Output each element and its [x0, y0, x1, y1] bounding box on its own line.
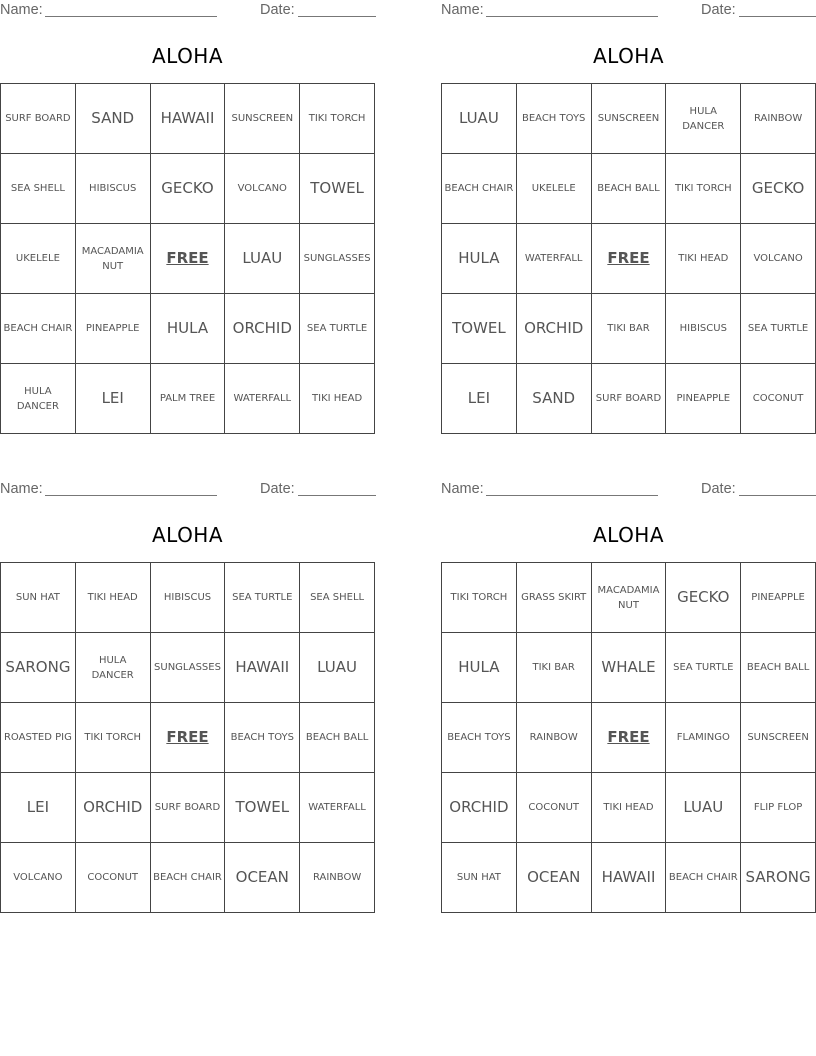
name-field[interactable] — [45, 2, 217, 17]
bingo-cell: PINEAPPLE — [76, 294, 151, 364]
bingo-cell: PINEAPPLE — [741, 563, 816, 633]
bingo-cell: HULA DANCER — [666, 84, 741, 154]
bingo-cell: SUNGLASSES — [151, 633, 226, 703]
bingo-cell: HAWAII — [151, 84, 226, 154]
bingo-cell: SUNSCREEN — [741, 703, 816, 773]
bingo-cell: LUAU — [666, 773, 741, 843]
bingo-cell: LUAU — [225, 224, 300, 294]
bingo-cell: FLIP FLOP — [741, 773, 816, 843]
bingo-cell: LEI — [1, 773, 76, 843]
bingo-cell: TIKI TORCH — [442, 563, 517, 633]
bingo-cell: VOLCANO — [225, 154, 300, 224]
bingo-cell: TOWEL — [300, 154, 375, 224]
bingo-cell: UKELELE — [517, 154, 592, 224]
bingo-cell: SEA SHELL — [1, 154, 76, 224]
card-header-fields — [441, 481, 816, 499]
bingo-cell: WATERFALL — [517, 224, 592, 294]
bingo-cell: SURF BOARD — [151, 773, 226, 843]
bingo-cell: SEA TURTLE — [300, 294, 375, 364]
name-label: Name: — [0, 481, 43, 497]
name-field[interactable] — [486, 481, 658, 496]
bingo-cell: RAINBOW — [517, 703, 592, 773]
bingo-cell: TIKI HEAD — [592, 773, 667, 843]
bingo-cell: SEA SHELL — [300, 563, 375, 633]
date-field[interactable] — [739, 2, 816, 17]
bingo-grid — [0, 83, 375, 434]
bingo-cell: TIKI TORCH — [666, 154, 741, 224]
bingo-cell: MACADAMIA NUT — [76, 224, 151, 294]
bingo-cell: GECKO — [151, 154, 226, 224]
card-title: ALOHA — [151, 44, 224, 68]
bingo-cell: SEA TURTLE — [225, 563, 300, 633]
bingo-cell: HAWAII — [592, 843, 667, 913]
bingo-cell: TIKI BAR — [592, 294, 667, 364]
bingo-cell: TOWEL — [442, 294, 517, 364]
bingo-cell: UKELELE — [1, 224, 76, 294]
bingo-cell: BEACH CHAIR — [1, 294, 76, 364]
date-field[interactable] — [298, 2, 376, 17]
free-space-cell: FREE — [592, 224, 667, 294]
bingo-cell: BEACH BALL — [741, 633, 816, 703]
date-field[interactable] — [298, 481, 376, 496]
bingo-cell: FLAMINGO — [666, 703, 741, 773]
bingo-cell: LEI — [442, 364, 517, 434]
bingo-cell: TIKI HEAD — [666, 224, 741, 294]
bingo-cell: TIKI HEAD — [76, 563, 151, 633]
bingo-cell: ORCHID — [225, 294, 300, 364]
bingo-cell: SUNSCREEN — [225, 84, 300, 154]
bingo-cell: LEI — [76, 364, 151, 434]
name-label: Name: — [0, 2, 43, 18]
bingo-cell: SAND — [76, 84, 151, 154]
bingo-cell: ORCHID — [442, 773, 517, 843]
bingo-cell: GECKO — [741, 154, 816, 224]
bingo-cell: SEA TURTLE — [666, 633, 741, 703]
bingo-cell: VOLCANO — [741, 224, 816, 294]
bingo-cell: VOLCANO — [1, 843, 76, 913]
bingo-card — [0, 479, 375, 919]
bingo-cell: BEACH CHAIR — [666, 843, 741, 913]
bingo-card — [0, 0, 375, 440]
bingo-grid — [441, 562, 816, 913]
bingo-cell: BEACH BALL — [300, 703, 375, 773]
bingo-cell: GECKO — [666, 563, 741, 633]
bingo-cell: WHALE — [592, 633, 667, 703]
bingo-cell: GRASS SKIRT — [517, 563, 592, 633]
bingo-cell: SARONG — [741, 843, 816, 913]
bingo-cell: OCEAN — [517, 843, 592, 913]
bingo-cell: HIBISCUS — [76, 154, 151, 224]
bingo-cell: WATERFALL — [300, 773, 375, 843]
bingo-cell: HULA — [151, 294, 226, 364]
bingo-cell: ORCHID — [517, 294, 592, 364]
bingo-cell: ROASTED PIG — [1, 703, 76, 773]
bingo-cell: HIBISCUS — [666, 294, 741, 364]
bingo-cell: PINEAPPLE — [666, 364, 741, 434]
bingo-cell: ORCHID — [76, 773, 151, 843]
bingo-cell: LUAU — [442, 84, 517, 154]
card-header-fields — [441, 2, 816, 20]
name-field[interactable] — [486, 2, 658, 17]
bingo-cell: COCONUT — [517, 773, 592, 843]
bingo-cell: HULA DANCER — [1, 364, 76, 434]
bingo-cell: BEACH BALL — [592, 154, 667, 224]
bingo-cell: TIKI HEAD — [300, 364, 375, 434]
bingo-cell: HULA — [442, 633, 517, 703]
bingo-cell: SURF BOARD — [592, 364, 667, 434]
name-field[interactable] — [45, 481, 217, 496]
free-space-cell: FREE — [151, 224, 226, 294]
bingo-card — [441, 479, 816, 919]
bingo-cell: SUNGLASSES — [300, 224, 375, 294]
bingo-cell: TOWEL — [225, 773, 300, 843]
bingo-cell: OCEAN — [225, 843, 300, 913]
bingo-cell: BEACH TOYS — [517, 84, 592, 154]
bingo-cell: RAINBOW — [300, 843, 375, 913]
bingo-cell: BEACH TOYS — [225, 703, 300, 773]
bingo-cell: SARONG — [1, 633, 76, 703]
date-label: Date: — [260, 481, 295, 497]
bingo-card — [441, 0, 816, 440]
date-field[interactable] — [739, 481, 816, 496]
bingo-cell: HULA DANCER — [76, 633, 151, 703]
bingo-cell: RAINBOW — [741, 84, 816, 154]
bingo-cell: COCONUT — [741, 364, 816, 434]
bingo-cell: SUN HAT — [1, 563, 76, 633]
free-space-cell: FREE — [151, 703, 226, 773]
bingo-grid — [441, 83, 816, 434]
bingo-cell: TIKI BAR — [517, 633, 592, 703]
bingo-cell: SEA TURTLE — [741, 294, 816, 364]
bingo-cell: HAWAII — [225, 633, 300, 703]
bingo-cell: TIKI TORCH — [300, 84, 375, 154]
bingo-cell: BEACH TOYS — [442, 703, 517, 773]
bingo-cell: SUNSCREEN — [592, 84, 667, 154]
card-header-fields — [0, 481, 375, 499]
name-label: Name: — [441, 2, 484, 18]
bingo-cell: HIBISCUS — [151, 563, 226, 633]
bingo-cell: COCONUT — [76, 843, 151, 913]
name-label: Name: — [441, 481, 484, 497]
bingo-cell: LUAU — [300, 633, 375, 703]
date-label: Date: — [701, 2, 736, 18]
date-label: Date: — [260, 2, 295, 18]
card-title: ALOHA — [592, 523, 665, 547]
bingo-cell: BEACH CHAIR — [442, 154, 517, 224]
bingo-grid — [0, 562, 375, 913]
card-header-fields — [0, 2, 375, 20]
bingo-cell: BEACH CHAIR — [151, 843, 226, 913]
card-title: ALOHA — [592, 44, 665, 68]
bingo-cell: SUN HAT — [442, 843, 517, 913]
bingo-cell: PALM TREE — [151, 364, 226, 434]
date-label: Date: — [701, 481, 736, 497]
bingo-cell: SAND — [517, 364, 592, 434]
free-space-cell: FREE — [592, 703, 667, 773]
bingo-cell: WATERFALL — [225, 364, 300, 434]
bingo-cell: MACADAMIA NUT — [592, 563, 667, 633]
card-title: ALOHA — [151, 523, 224, 547]
bingo-cell: SURF BOARD — [1, 84, 76, 154]
bingo-cell: HULA — [442, 224, 517, 294]
bingo-cell: TIKI TORCH — [76, 703, 151, 773]
